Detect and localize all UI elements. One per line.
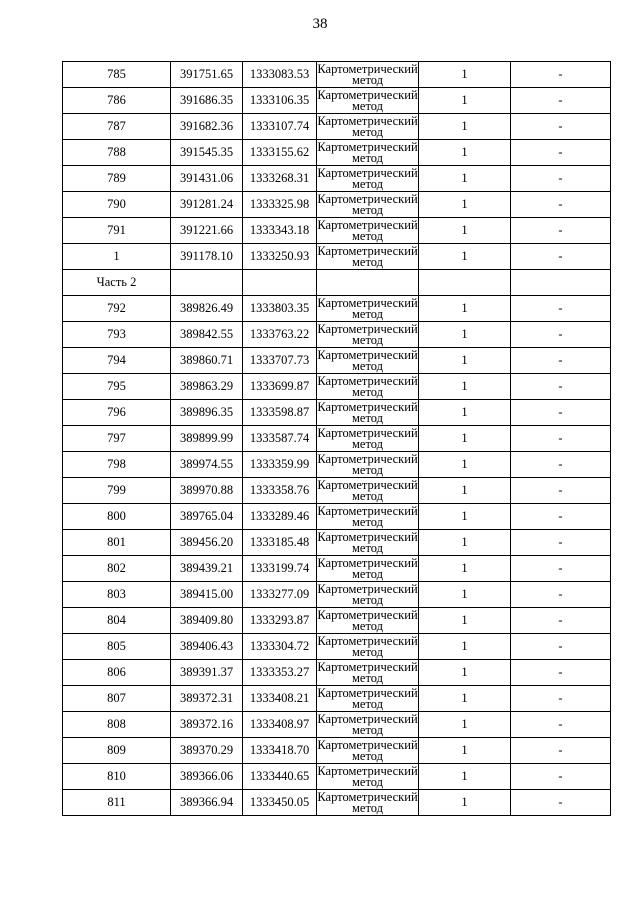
table-row [63,660,611,686]
y-coordinate-cell: 1333598.87 [243,400,317,426]
accuracy-cell: 1 [419,244,511,270]
point-number-cell: 798 [63,452,171,478]
table-row [63,62,611,88]
accuracy-cell: 1 [419,582,511,608]
table-row [63,140,611,166]
dash-cell: - [511,400,611,426]
method-line1: Картометрический [317,685,418,700]
table-row [63,166,611,192]
point-number-cell: 800 [63,504,171,530]
table-row [63,348,611,374]
method-cell [317,556,419,582]
method-line1: Картометрический [317,451,418,466]
y-coordinate-cell: 1333199.74 [243,556,317,582]
y-coordinate-cell: 1333359.99 [243,452,317,478]
table-row [63,192,611,218]
method-line2: метод [351,800,383,815]
table-row [63,686,611,712]
point-number-cell: 794 [63,348,171,374]
method-line2: метод [351,540,383,555]
table-row [63,712,611,738]
point-number-cell: 809 [63,738,171,764]
accuracy-cell: 1 [419,296,511,322]
table-row [63,530,611,556]
method-line2: метод [351,384,383,399]
x-coordinate-cell: 389860.71 [171,348,243,374]
y-coordinate-cell: 1333293.87 [243,608,317,634]
method-line2: метод [351,774,383,789]
dash-cell: - [511,634,611,660]
coordinates-table-body [63,62,611,816]
accuracy-cell: 1 [419,400,511,426]
empty-cell [511,270,611,296]
dash-cell: - [511,582,611,608]
y-coordinate-cell: 1333803.35 [243,296,317,322]
y-coordinate-cell: 1333418.70 [243,738,317,764]
x-coordinate-cell: 389863.29 [171,374,243,400]
y-coordinate-cell: 1333107.74 [243,114,317,140]
method-line2: метод [351,410,383,425]
method-line1: Картометрический [317,217,418,232]
point-number-cell: 803 [63,582,171,608]
dash-cell: - [511,296,611,322]
x-coordinate-cell: 389842.55 [171,322,243,348]
method-line1: Картометрический [317,295,418,310]
point-number-cell: 799 [63,478,171,504]
x-coordinate-cell: 389826.49 [171,296,243,322]
point-number-cell: 786 [63,88,171,114]
dash-cell: - [511,712,611,738]
method-line2: метод [351,436,383,451]
method-cell [317,504,419,530]
method-line1: Картометрический [317,607,418,622]
table-row [63,322,611,348]
page-number: 38 [312,16,328,32]
point-number-cell: 790 [63,192,171,218]
method-cell [317,88,419,114]
method-line1: Картометрический [317,477,418,492]
table-row [63,452,611,478]
method-cell [317,660,419,686]
method-cell [317,62,419,88]
part-label-cell: Часть 2 [63,270,171,296]
method-cell [317,426,419,452]
dash-cell: - [511,478,611,504]
method-line1: Картометрический [317,113,418,128]
method-line1: Картометрический [317,61,418,76]
point-number-cell: 810 [63,764,171,790]
x-coordinate-cell: 389456.20 [171,530,243,556]
y-coordinate-cell: 1333185.48 [243,530,317,556]
method-line2: метод [351,592,383,607]
method-cell [317,738,419,764]
x-coordinate-cell: 389391.37 [171,660,243,686]
method-cell [317,322,419,348]
accuracy-cell: 1 [419,374,511,400]
method-cell [317,608,419,634]
point-number-cell: 787 [63,114,171,140]
point-number-cell: 802 [63,556,171,582]
y-coordinate-cell: 1333083.53 [243,62,317,88]
point-number-cell: 789 [63,166,171,192]
accuracy-cell: 1 [419,348,511,374]
x-coordinate-cell: 389366.06 [171,764,243,790]
y-coordinate-cell: 1333106.35 [243,88,317,114]
dash-cell: - [511,556,611,582]
x-coordinate-cell: 391686.35 [171,88,243,114]
accuracy-cell: 1 [419,452,511,478]
x-coordinate-cell: 389970.88 [171,478,243,504]
accuracy-cell: 1 [419,712,511,738]
method-line2: метод [351,358,383,373]
table-row [63,374,611,400]
method-cell [317,244,419,270]
method-line2: метод [351,696,383,711]
method-line1: Картометрический [317,763,418,778]
point-number-cell: 791 [63,218,171,244]
x-coordinate-cell: 389406.43 [171,634,243,660]
accuracy-cell: 1 [419,478,511,504]
x-coordinate-cell: 389415.00 [171,582,243,608]
method-cell [317,400,419,426]
method-cell [317,192,419,218]
method-line2: метод [351,124,383,139]
x-coordinate-cell: 389765.04 [171,504,243,530]
accuracy-cell: 1 [419,608,511,634]
method-line1: Картометрический [317,139,418,154]
table-row [63,478,611,504]
dash-cell: - [511,348,611,374]
x-coordinate-cell: 391431.06 [171,166,243,192]
y-coordinate-cell: 1333304.72 [243,634,317,660]
y-coordinate-cell: 1333440.65 [243,764,317,790]
method-line1: Картометрический [317,321,418,336]
method-cell [317,686,419,712]
method-cell [317,634,419,660]
table-row [63,634,611,660]
point-number-cell: 792 [63,296,171,322]
y-coordinate-cell: 1333353.27 [243,660,317,686]
empty-cell [317,270,419,296]
method-cell [317,114,419,140]
method-line2: метод [351,306,383,321]
method-line1: Картометрический [317,347,418,362]
y-coordinate-cell: 1333268.31 [243,166,317,192]
dash-cell: - [511,660,611,686]
point-number-cell: 811 [63,790,171,816]
x-coordinate-cell: 389439.21 [171,556,243,582]
x-coordinate-cell: 391221.66 [171,218,243,244]
method-cell [317,530,419,556]
method-line1: Картометрический [317,581,418,596]
x-coordinate-cell: 389899.99 [171,426,243,452]
x-coordinate-cell: 389366.94 [171,790,243,816]
method-line2: метод [351,644,383,659]
x-coordinate-cell: 389974.55 [171,452,243,478]
accuracy-cell: 1 [419,114,511,140]
point-number-cell: 797 [63,426,171,452]
y-coordinate-cell: 1333763.22 [243,322,317,348]
method-cell [317,582,419,608]
y-coordinate-cell: 1333408.97 [243,712,317,738]
method-cell [317,712,419,738]
x-coordinate-cell: 391545.35 [171,140,243,166]
y-coordinate-cell: 1333277.09 [243,582,317,608]
point-number-cell: 788 [63,140,171,166]
dash-cell: - [511,530,611,556]
part-heading-row [63,270,611,296]
empty-cell [171,270,243,296]
dash-cell: - [511,218,611,244]
method-line1: Картометрический [317,399,418,414]
y-coordinate-cell: 1333325.98 [243,192,317,218]
table-row [63,426,611,452]
method-cell [317,764,419,790]
method-cell [317,790,419,816]
table-row [63,244,611,270]
y-coordinate-cell: 1333450.05 [243,790,317,816]
point-number-cell: 804 [63,608,171,634]
table-row [63,296,611,322]
accuracy-cell: 1 [419,764,511,790]
method-line2: метод [351,514,383,529]
y-coordinate-cell: 1333250.93 [243,244,317,270]
method-cell [317,296,419,322]
dash-cell: - [511,114,611,140]
method-line1: Картометрический [317,243,418,258]
point-number-cell: 807 [63,686,171,712]
method-line1: Картометрический [317,737,418,752]
method-cell [317,218,419,244]
x-coordinate-cell: 391751.65 [171,62,243,88]
method-line1: Картометрический [317,659,418,674]
table-row [63,608,611,634]
method-line1: Картометрический [317,87,418,102]
dash-cell: - [511,608,611,634]
table-row [63,764,611,790]
method-line2: метод [351,332,383,347]
table-row [63,556,611,582]
accuracy-cell: 1 [419,140,511,166]
method-cell [317,166,419,192]
point-number-cell: 1 [63,244,171,270]
method-line2: метод [351,98,383,113]
method-line1: Картометрический [317,711,418,726]
dash-cell: - [511,244,611,270]
method-cell [317,140,419,166]
accuracy-cell: 1 [419,530,511,556]
x-coordinate-cell: 389370.29 [171,738,243,764]
accuracy-cell: 1 [419,634,511,660]
method-line1: Картометрический [317,425,418,440]
point-number-cell: 801 [63,530,171,556]
method-line1: Картометрический [317,191,418,206]
method-line2: метод [351,488,383,503]
x-coordinate-cell: 389372.31 [171,686,243,712]
method-line1: Картометрический [317,555,418,570]
method-line2: метод [351,72,383,87]
empty-cell [243,270,317,296]
point-number-cell: 808 [63,712,171,738]
x-coordinate-cell: 389372.16 [171,712,243,738]
accuracy-cell: 1 [419,504,511,530]
accuracy-cell: 1 [419,790,511,816]
accuracy-cell: 1 [419,166,511,192]
method-line1: Картометрический [317,789,418,804]
table-row [63,114,611,140]
method-line2: метод [351,566,383,581]
dash-cell: - [511,790,611,816]
table-row [63,504,611,530]
dash-cell: - [511,192,611,218]
method-line1: Картометрический [317,633,418,648]
y-coordinate-cell: 1333699.87 [243,374,317,400]
point-number-cell: 793 [63,322,171,348]
x-coordinate-cell: 389409.80 [171,608,243,634]
y-coordinate-cell: 1333707.73 [243,348,317,374]
method-line2: метод [351,150,383,165]
x-coordinate-cell: 391178.10 [171,244,243,270]
dash-cell: - [511,504,611,530]
dash-cell: - [511,88,611,114]
accuracy-cell: 1 [419,322,511,348]
dash-cell: - [511,374,611,400]
method-line2: метод [351,462,383,477]
method-line1: Картометрический [317,529,418,544]
dash-cell: - [511,140,611,166]
dash-cell: - [511,738,611,764]
x-coordinate-cell: 389896.35 [171,400,243,426]
table-row [63,790,611,816]
empty-cell [419,270,511,296]
dash-cell: - [511,686,611,712]
accuracy-cell: 1 [419,192,511,218]
method-line2: метод [351,254,383,269]
coordinates-table [62,61,611,816]
point-number-cell: 795 [63,374,171,400]
method-line2: метод [351,618,383,633]
y-coordinate-cell: 1333408.21 [243,686,317,712]
method-line2: метод [351,670,383,685]
table-row [63,400,611,426]
point-number-cell: 796 [63,400,171,426]
y-coordinate-cell: 1333587.74 [243,426,317,452]
point-number-cell: 785 [63,62,171,88]
accuracy-cell: 1 [419,218,511,244]
accuracy-cell: 1 [419,660,511,686]
method-line2: метод [351,228,383,243]
dash-cell: - [511,322,611,348]
method-line1: Картометрический [317,503,418,518]
accuracy-cell: 1 [419,426,511,452]
accuracy-cell: 1 [419,686,511,712]
table-row [63,738,611,764]
dash-cell: - [511,62,611,88]
method-line2: метод [351,176,383,191]
method-line2: метод [351,202,383,217]
x-coordinate-cell: 391682.36 [171,114,243,140]
table-row [63,218,611,244]
method-cell [317,374,419,400]
method-line1: Картометрический [317,373,418,388]
dash-cell: - [511,166,611,192]
y-coordinate-cell: 1333289.46 [243,504,317,530]
accuracy-cell: 1 [419,556,511,582]
y-coordinate-cell: 1333155.62 [243,140,317,166]
accuracy-cell: 1 [419,62,511,88]
accuracy-cell: 1 [419,88,511,114]
x-coordinate-cell: 391281.24 [171,192,243,218]
method-line1: Картометрический [317,165,418,180]
y-coordinate-cell: 1333358.76 [243,478,317,504]
dash-cell: - [511,452,611,478]
method-line2: метод [351,748,383,763]
accuracy-cell: 1 [419,738,511,764]
method-line2: метод [351,722,383,737]
y-coordinate-cell: 1333343.18 [243,218,317,244]
table-row [63,88,611,114]
point-number-cell: 806 [63,660,171,686]
method-cell [317,478,419,504]
point-number-cell: 805 [63,634,171,660]
method-cell [317,452,419,478]
dash-cell: - [511,426,611,452]
dash-cell: - [511,764,611,790]
method-cell [317,348,419,374]
table-row [63,582,611,608]
